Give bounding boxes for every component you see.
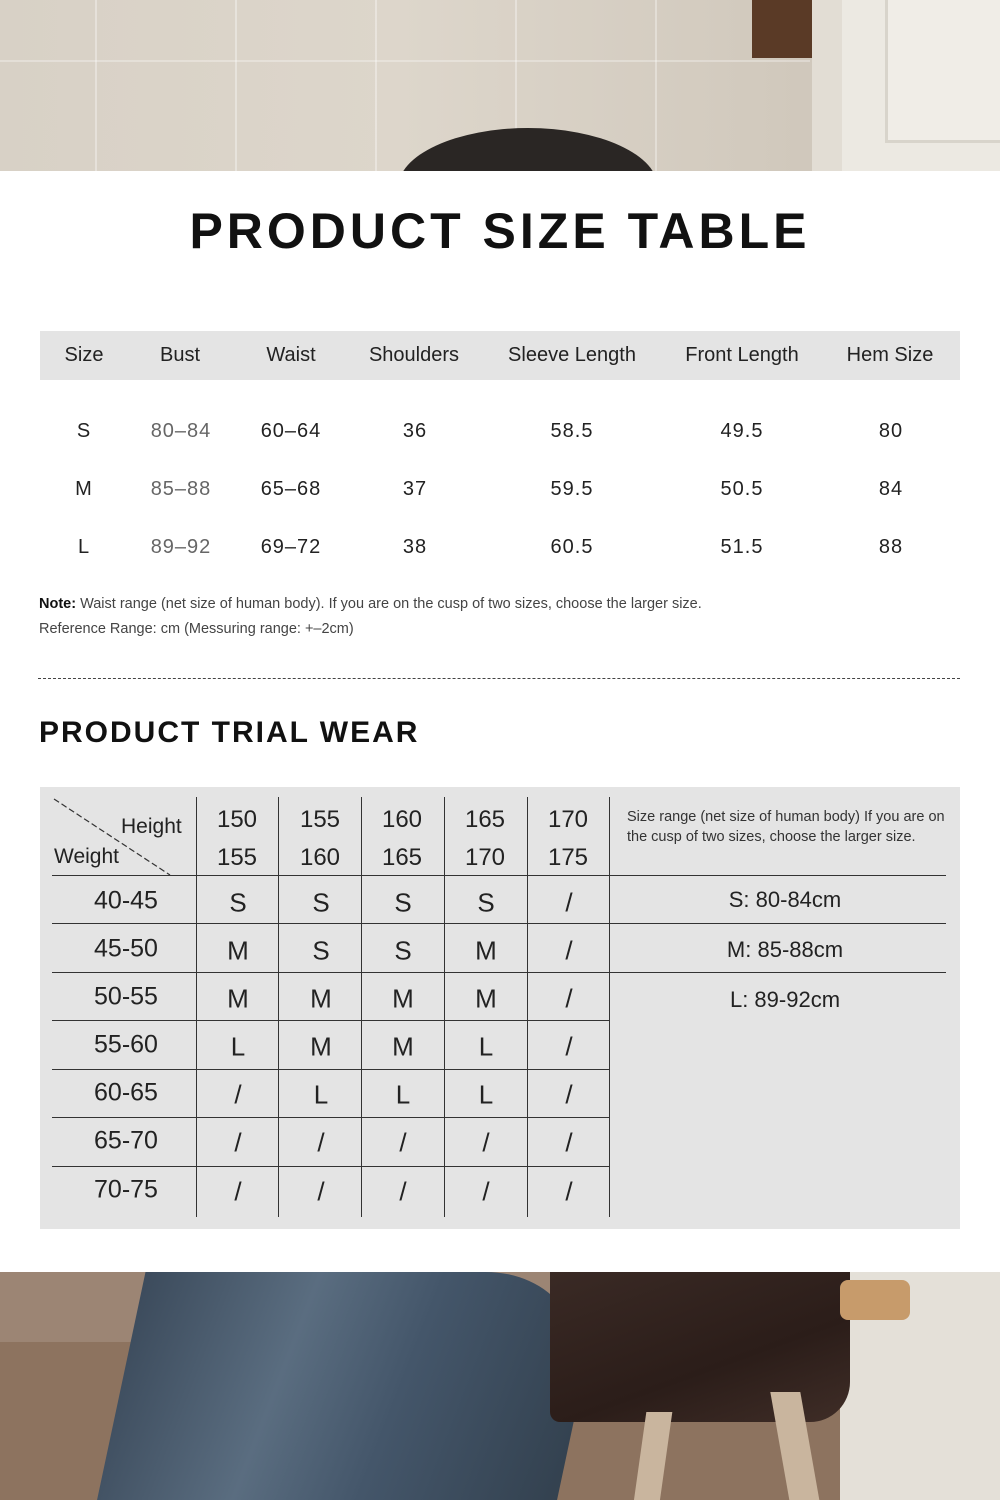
cell-size: M xyxy=(75,478,93,500)
weight-row-label: 60-65 xyxy=(94,1078,158,1107)
cell-bust: 80–84 xyxy=(150,420,212,442)
cell-hem-size: 84 xyxy=(878,478,904,500)
weight-row-label: 45-50 xyxy=(94,934,158,963)
bottom-photo xyxy=(0,1272,1000,1500)
size-recommendation-cell: / xyxy=(482,1127,490,1158)
size-recommendation-cell: M xyxy=(392,983,414,1014)
size-recommendation-cell: / xyxy=(234,1176,242,1207)
size-recommendation-cell: / xyxy=(565,983,573,1014)
top-photo xyxy=(0,0,1000,171)
range-m: M: 85-88cm xyxy=(726,937,844,962)
size-recommendation-cell: / xyxy=(565,1079,573,1110)
height-col-165: 165 170 xyxy=(464,806,506,871)
cell-front-length: 50.5 xyxy=(720,478,764,500)
header-waist: Waist xyxy=(266,344,316,366)
size-recommendation-cell: M xyxy=(310,1031,332,1062)
header-bust: Bust xyxy=(159,344,201,366)
size-recommendation-cell: S xyxy=(394,887,412,918)
table-row xyxy=(40,469,960,509)
weight-row-label: 65-70 xyxy=(94,1126,158,1155)
size-recommendation-cell: / xyxy=(565,935,573,966)
cell-waist: 69–72 xyxy=(260,536,322,558)
size-recommendation-cell: / xyxy=(317,1127,325,1158)
size-recommendation-cell: M xyxy=(475,983,497,1014)
height-col-155: 155 160 xyxy=(299,806,341,871)
table-row xyxy=(40,527,960,567)
size-range-description: Size range (net size of human body) If you are on the cusp of two sizes, choose the larger size. xyxy=(627,809,945,845)
height-col-160: 160 165 xyxy=(381,806,423,871)
cell-shoulders: 37 xyxy=(402,478,428,500)
header-size: Size xyxy=(64,344,104,366)
cell-shoulders: 36 xyxy=(402,420,428,442)
header-sleeve-length: Sleeve Length xyxy=(508,344,636,366)
page-title: PRODUCT SIZE TABLE xyxy=(189,203,811,259)
dashed-divider xyxy=(38,678,960,679)
size-recommendation-cell: S xyxy=(477,887,495,918)
cell-size: S xyxy=(76,420,92,442)
size-recommendation-cell: S xyxy=(229,887,247,918)
cell-waist: 60–64 xyxy=(260,420,322,442)
cell-shoulders: 38 xyxy=(402,536,428,558)
range-s: S: 80-84cm xyxy=(728,887,842,912)
range-l: L: 89-92cm xyxy=(729,987,841,1012)
size-recommendation-cell: / xyxy=(565,1031,573,1062)
cell-sleeve-length: 58.5 xyxy=(550,420,594,442)
weight-row-label: 50-55 xyxy=(94,982,158,1011)
size-recommendation-cell: / xyxy=(565,1176,573,1207)
size-recommendation-cell: L xyxy=(478,1079,494,1110)
size-recommendation-cell: / xyxy=(234,1127,242,1158)
cell-hem-size: 80 xyxy=(878,420,904,442)
size-recommendation-cell: M xyxy=(310,983,332,1014)
size-recommendation-cell: S xyxy=(394,935,412,966)
height-col-150: 150 155 xyxy=(216,806,258,871)
size-recommendation-cell: L xyxy=(395,1079,411,1110)
size-recommendation-cell: / xyxy=(482,1176,490,1207)
cell-hem-size: 88 xyxy=(878,536,904,558)
cell-bust: 89–92 xyxy=(150,536,212,558)
table-row xyxy=(40,411,960,451)
note-label: Note: xyxy=(39,596,77,612)
size-table-header xyxy=(40,331,960,380)
cell-sleeve-length: 60.5 xyxy=(550,536,594,558)
height-axis-label: Height xyxy=(121,815,182,838)
size-recommendation-cell: / xyxy=(565,1127,573,1158)
weight-row-label: 55-60 xyxy=(94,1030,158,1059)
size-recommendation-cell: S xyxy=(312,887,330,918)
size-recommendation-cell: M xyxy=(227,983,249,1014)
size-recommendation-cell: / xyxy=(317,1176,325,1207)
cell-sleeve-length: 59.5 xyxy=(550,478,594,500)
size-recommendation-cell: / xyxy=(565,887,573,918)
weight-axis-label: Weight xyxy=(54,845,119,868)
trial-wear-title: PRODUCT TRIAL WEAR xyxy=(39,716,420,749)
header-hem-size: Hem Size xyxy=(846,344,934,366)
header-front-length: Front Length xyxy=(685,344,799,366)
weight-row-label: 70-75 xyxy=(94,1175,158,1204)
reference-range-note: Reference Range: cm (Messuring range: +–2cm) xyxy=(39,621,354,637)
size-recommendation-cell: L xyxy=(230,1031,246,1062)
cell-waist: 65–68 xyxy=(260,478,322,500)
size-recommendation-cell: / xyxy=(399,1176,407,1207)
size-recommendation-cell: M xyxy=(392,1031,414,1062)
weight-row-label: 40-45 xyxy=(94,886,158,915)
cell-size: L xyxy=(77,536,91,558)
size-recommendation-cell: L xyxy=(313,1079,329,1110)
header-shoulders: Shoulders xyxy=(368,344,460,366)
size-recommendation-cell: M xyxy=(227,935,249,966)
cell-front-length: 49.5 xyxy=(720,420,764,442)
size-recommendation-cell: S xyxy=(312,935,330,966)
cell-bust: 85–88 xyxy=(150,478,212,500)
size-recommendation-cell: / xyxy=(234,1079,242,1110)
cell-front-length: 51.5 xyxy=(720,536,764,558)
note-text: Waist range (net size of human body). If you are on the cusp of two sizes, choose the larger size. xyxy=(76,596,702,612)
size-recommendation-cell: M xyxy=(475,935,497,966)
size-recommendation-cell: / xyxy=(399,1127,407,1158)
size-recommendation-cell: L xyxy=(478,1031,494,1062)
note-line xyxy=(39,596,702,612)
height-col-170: 170 175 xyxy=(547,806,589,871)
